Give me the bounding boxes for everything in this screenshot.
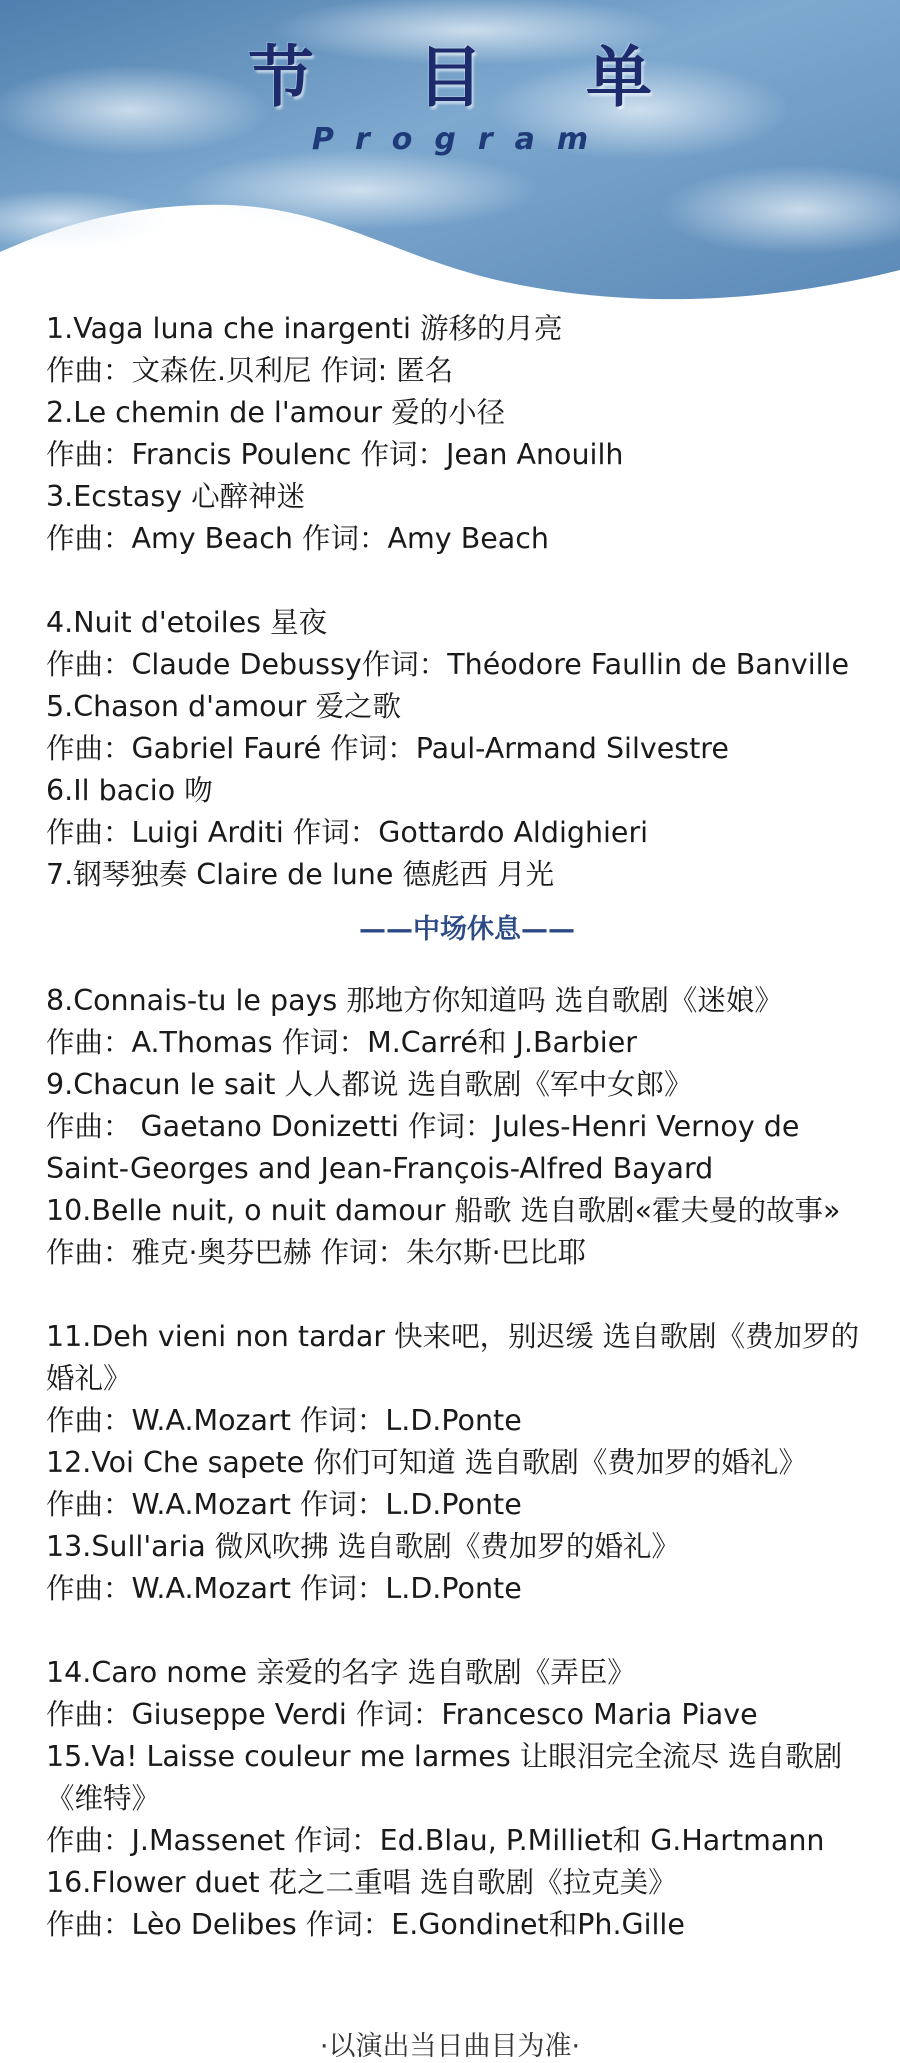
program-item-title: 8.Connais-tu le pays 那地方你知道吗 选自歌剧《迷娘》 [46, 984, 783, 1017]
program-item-credits: 作曲：Amy Beach 作词：Amy Beach [46, 522, 549, 555]
program-item-credits: 作曲：Luigi Arditi 作词：Gottardo Aldighieri [46, 816, 649, 849]
program-item-credits: 作曲：J.Massenet 作词：Ed.Blau, P.Milliet和 G.Hartmann [46, 1824, 825, 1857]
program-item-credits: 作曲：Gabriel Fauré 作词：Paul-Armand Silvestre [46, 732, 729, 765]
program-item-title: 11.Deh vieni non tardar 快来吧，别迟缓 选自歌剧《费加罗的婚礼》 [46, 1320, 860, 1395]
program-item-title: 15.Va! Laisse couleur me larmes 让眼泪完全流尽 选自歌剧《维特》 [46, 1740, 843, 1815]
program-item-credits: 作曲：文森佐.贝利尼 作词: 匿名 [46, 354, 454, 387]
program-item-credits: 作曲：Lèo Delibes 作词：E.Gondinet和Ph.Gille [46, 1908, 685, 1941]
program-item-title: 10.Belle nuit, o nuit damour 船歌 选自歌剧«霍夫曼的故事» [46, 1194, 841, 1227]
program-item-title: 5.Chason d'amour 爱之歌 [46, 690, 401, 723]
program-item-credits: 作曲：W.A.Mozart 作词：L.D.Ponte [46, 1404, 522, 1437]
program-item-title: 16.Flower duet 花之二重唱 选自歌剧《拉克美》 [46, 1866, 677, 1899]
program-item-credits: 作曲：Claude Debussy作词：Théodore Faullin de Banville [46, 648, 849, 681]
footer-note: ·以演出当日曲目为准· [319, 2031, 581, 2062]
group-spacer [46, 560, 866, 602]
program-item-title: 9.Chacun le sait 人人都说 选自歌剧《军中女郎》 [46, 1068, 693, 1101]
program-item-credits: 作曲：W.A.Mozart 作词：L.D.Ponte [46, 1572, 522, 1605]
program-item-title: 3.Ecstasy 心醉神迷 [46, 480, 306, 513]
header-banner [0, 0, 900, 320]
program-item-credits: 作曲： Gaetano Donizetti 作词：Jules-Henri Vernoy de Saint-Georges and Jean-François-Alfred Bayard [46, 1110, 800, 1185]
program-item-title: 1.Vaga luna che inargenti 游移的月亮 [46, 312, 563, 345]
intermission-divider: ——中场休息—— [359, 914, 575, 945]
group-spacer [46, 1610, 866, 1652]
program-item-credits: 作曲：Francis Poulenc 作词：Jean Anouilh [46, 438, 624, 471]
group-spacer [46, 1274, 866, 1316]
page-title-chinese: 节 目 单 [248, 38, 692, 116]
program-item-credits: 作曲：Giuseppe Verdi 作词：Francesco Maria Piave [46, 1698, 758, 1731]
program-item-title: 7.钢琴独奏 Claire de lune 德彪西 月光 [46, 858, 555, 891]
program-item-title: 4.Nuit d'etoiles 星夜 [46, 606, 328, 639]
program-item-credits: 作曲：雅克·奥芬巴赫 作词：朱尔斯·巴比耶 [46, 1236, 587, 1269]
program-item-title: 6.Il bacio 吻 [46, 774, 213, 807]
program-item-credits: 作曲：A.Thomas 作词：M.Carré和 J.Barbier [46, 1026, 637, 1059]
program-item-title: 14.Caro nome 亲爱的名字 选自歌剧《弄臣》 [46, 1656, 636, 1689]
program-item-title: 13.Sull'aria 微风吹拂 选自歌剧《费加罗的婚礼》 [46, 1530, 680, 1563]
program-item-title: 2.Le chemin de l'amour 爱的小径 [46, 396, 506, 429]
program-list [46, 308, 866, 1946]
program-item-title: 12.Voi Che sapete 你们可知道 选自歌剧《费加罗的婚礼》 [46, 1446, 807, 1479]
page-title-english: Program [311, 122, 611, 157]
program-item-credits: 作曲：W.A.Mozart 作词：L.D.Ponte [46, 1488, 522, 1521]
